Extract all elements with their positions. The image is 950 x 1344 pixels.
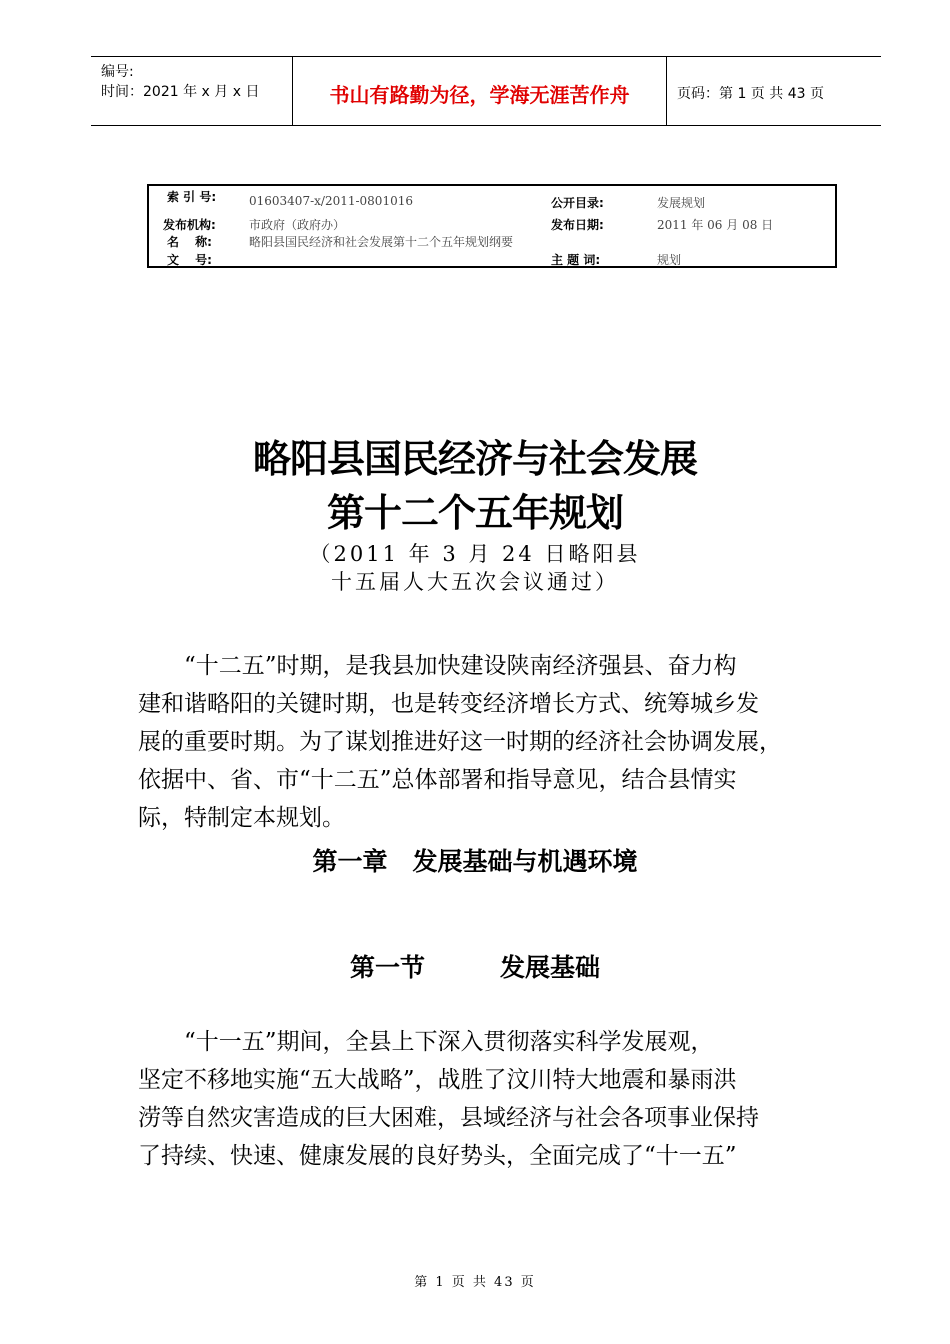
- motto: 书山有路勤为径，学海无涯苦作舟: [329, 83, 630, 107]
- org-label: 发布机构:: [163, 218, 216, 232]
- topic-value: 规划: [657, 253, 682, 267]
- paragraph-line: 依据中、省、市“十二五”总体部署和指导意见，结合县情实: [138, 767, 737, 793]
- paragraph-line: “十一五”期间，全县上下深入贯彻落实科学发展观，: [138, 1029, 714, 1055]
- header-left-cell: [91, 57, 293, 125]
- page-header: [91, 56, 881, 126]
- catalog-label: 公开目录:: [551, 196, 604, 210]
- page-info: 页码：第 1 页 共 43 页: [677, 86, 824, 102]
- time-label: 时间：2021 年 x 月 x 日: [101, 84, 260, 100]
- doc-number-label: 文 号:: [167, 253, 212, 267]
- catalog-value: 发展规划: [657, 196, 706, 210]
- subtitle-line2: 十五届人大五次会议通过）: [331, 570, 619, 594]
- name-value: 略阳县国民经济和社会发展第十二个五年规划纲要: [249, 235, 514, 249]
- paragraph-line: 坚定不移地实施“五大战略”，战胜了汶川特大地震和暴雨洪: [138, 1067, 737, 1093]
- section-heading: 第一节 发展基础: [349, 953, 600, 982]
- topic-label: 主 题 词:: [551, 253, 601, 267]
- metadata-table: [147, 184, 837, 268]
- header-center-cell: [293, 57, 667, 125]
- paragraph-line: 际，特制定本规划。: [138, 805, 345, 831]
- header-right-cell: [667, 57, 881, 125]
- subtitle-line1: （2011 年 3 月 24 日略阳县: [309, 542, 641, 566]
- paragraph-line: 建和谐略阳的关键时期，也是转变经济增长方式、统筹城乡发: [138, 691, 759, 717]
- org-value: 市政府（政府办）: [249, 218, 346, 232]
- date-label: 发布日期:: [551, 218, 604, 232]
- paragraph-line: 涝等自然灾害造成的巨大困难，县域经济与社会各项事业保持: [138, 1105, 759, 1131]
- index-label: 索 引 号:: [167, 190, 217, 204]
- paragraph-line: “十二五”时期，是我县加快建设陕南经济强县、奋力构: [138, 653, 737, 679]
- paragraph-line: 展的重要时期。为了谋划推进好这一时期的经济社会协调发展，: [138, 729, 782, 755]
- number-label: 编号:: [101, 64, 134, 80]
- paragraph-line: 了持续、快速、健康发展的良好势头，全面完成了“十一五”: [138, 1143, 737, 1169]
- body-paragraph: [138, 1023, 838, 1175]
- index-value: 01603407-x/2011-0801016: [249, 194, 413, 208]
- date-value: 2011 年 06 月 08 日: [657, 218, 774, 232]
- intro-paragraph: [138, 647, 838, 837]
- name-label: 名 称:: [167, 235, 212, 249]
- document-title-line1: 略阳县国民经济与社会发展: [252, 436, 697, 481]
- page-footer: 第 1 页 共 43 页: [414, 1275, 536, 1290]
- document-title-line2: 第十二个五年规划: [326, 490, 623, 535]
- chapter-heading: 第一章 发展基础与机遇环境: [312, 847, 638, 876]
